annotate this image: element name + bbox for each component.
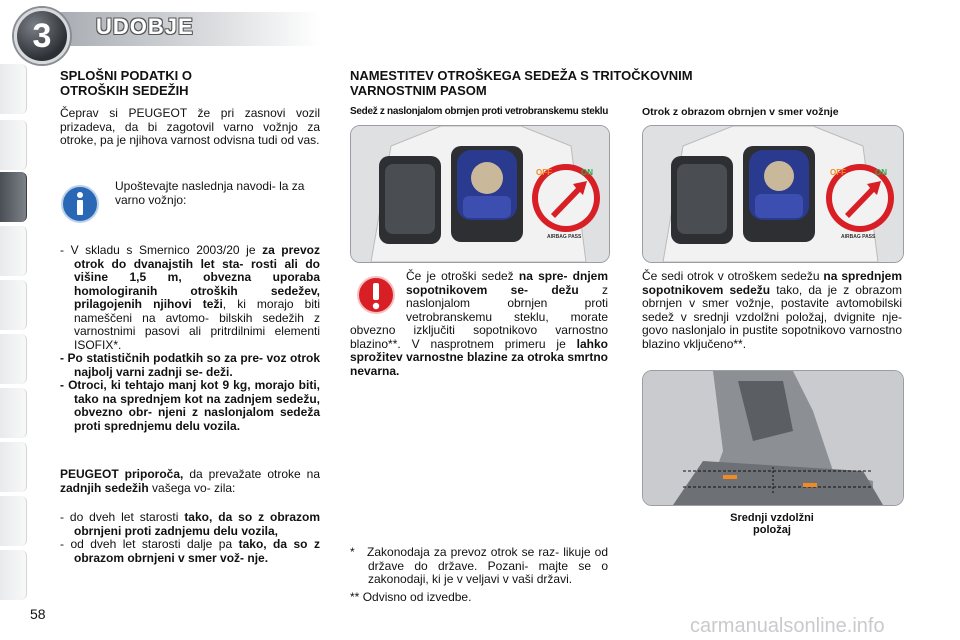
forward-facing-seat-image [642, 125, 904, 263]
right-heading [350, 68, 910, 98]
age-list [60, 511, 320, 565]
chapter-title: UDOBJE [96, 14, 194, 39]
rear-facing-seat-image [350, 125, 610, 263]
forward-facing-paragraph: Če sedi otrok v otroškem sedežu na sprednjem sopotnikovem sedežu tako, da je z obrazom obrnjen v smer vožnje, postavite avtomobilski sedež v srednji vzdolžni položaj, dvignite nje- govo naslonjalo in pustite sopotnikovo varnostno blazino vključeno**. [642, 269, 903, 351]
info-note: Upoštevajte naslednja navodi- la za varno vožnjo: [115, 179, 305, 207]
chapter-tab[interactable] [0, 442, 27, 492]
chapter-tab[interactable] [0, 120, 27, 170]
right-heading-line1: NAMESTITEV OTROŠKEGA SEDEŽA S TRITOČKOVNIM [350, 68, 693, 83]
info-icon [60, 184, 100, 224]
airbag-off-label: OFF [536, 168, 552, 177]
airbag-on-label: ON [581, 168, 593, 177]
chapter-tab[interactable] [0, 388, 27, 438]
warning-paragraph: Če je otroški sedež na spre- dnjem sopotnikovem se- dežu z naslonjalom obrnjen proti vetrobranskemu steklu, morate obvezno izključiti sopotnikovo varnostno blazino**. V nasprotnem primeru je lahko sprožitev varnostne blazine za otroka smrtno nevarna. [350, 269, 608, 378]
chapter-tab-active[interactable] [0, 172, 27, 222]
footnote-2: ** Odvisno od izvedbe. [350, 589, 472, 604]
chapter-tab[interactable] [0, 226, 27, 276]
list-item: - V skladu s Smernico 2003/20 je za prevoz otrok do dvanajstih let sta- rosti ali do višine 1,5 m, obvezna uporaba homologiranih otroških sedežev, prilagojenih njihovi teži, ki morajo biti nameščeni na avtomo- bilskih sedežih z varnostnimi pasovi ali pritrdilnimi elementi ISOFIX*. [60, 243, 320, 352]
footnotes [350, 546, 608, 604]
seat-position-image [642, 370, 904, 506]
airbag-on-label: ON [875, 168, 887, 177]
list-item: - Po statističnih podatkih so za pre- voz otrok najbolj varni zadnji se- deži. [60, 351, 320, 379]
left-heading [60, 68, 320, 98]
page-number: 58 [30, 606, 46, 622]
list-item: - Otroci, ki tehtajo manj kot 9 kg, morajo biti, tako na sprednjem kot na zadnjem sedežu, obvezno obr- njeni z naslonjalom sedeža proti sprednjemu delu vozila. [60, 378, 320, 433]
airbag-off-label: OFF [830, 168, 846, 177]
seat-caption-line2: položaj [753, 524, 791, 536]
right-heading-line2: VARNOSTNIM PASOM [350, 83, 487, 98]
caption-forward-facing: Otrok z obrazom obrnjen v smer vožnje [642, 106, 839, 118]
recommendation: PEUGEOT priporoča, da prevažate otroke na zadnjih sedežih vašega vo- zila: [60, 467, 321, 495]
chapter-tab[interactable] [0, 496, 27, 546]
chapter-tab[interactable] [0, 280, 27, 330]
list-item: - od dveh let starosti dalje pa tako, da so z obrazom obrnjeni v smer vož- nje. [60, 537, 320, 565]
chapter-tab[interactable] [0, 334, 27, 384]
seat-position-caption [642, 512, 902, 536]
airbag-pass-label: AIRBAG PASS [547, 234, 582, 240]
left-heading-line1: SPLOŠNI PODATKI O [60, 68, 192, 83]
watermark-text: carmanualsonline.info [690, 615, 885, 637]
intro-paragraph: Čeprav si PEUGEOT že pri zasnovi vozil prizadeva, da bi zagotovil varno vožnjo za otroke, pa je njihova varnost odvisna tudi od vas. [60, 106, 320, 147]
seat-caption-line1: Srednji vzdolžni [730, 512, 814, 524]
chapter-tab[interactable] [0, 64, 27, 114]
left-heading-line2: OTROŠKIH SEDEŽIH [60, 83, 189, 98]
airbag-pass-label: AIRBAG PASS [841, 234, 876, 240]
chapter-number-badge: 3 [14, 8, 70, 64]
chapter-tab[interactable] [0, 550, 27, 600]
footnote-1: * Zakonodaja za prevoz otrok se raz- likuje od države do države. Pozani- majte se o zakonodaji, ki je v veljavi v vaši državi. [350, 545, 609, 586]
rules-list [60, 244, 320, 433]
list-item: - do dveh let starosti tako, da so z obrazom obrnjeni proti zadnjemu delu vozila, [60, 510, 320, 538]
caption-rear-facing: Sedež z naslonjalom obrnjen proti vetrobranskemu steklu [350, 106, 609, 117]
